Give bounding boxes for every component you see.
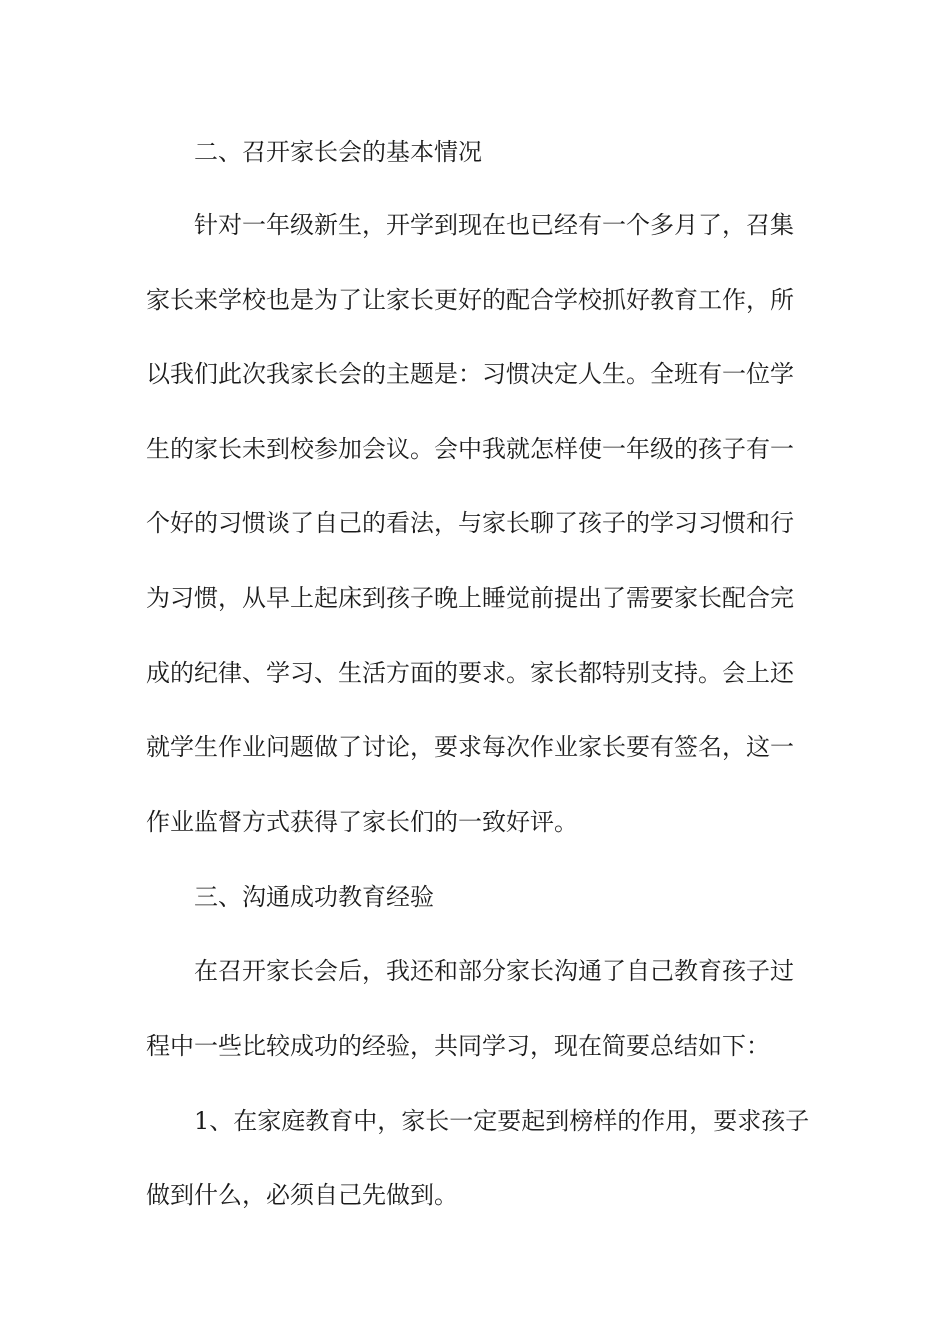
- paragraph-line: 针对一年级新生，开学到现在也已经有一个多月了，召集: [194, 211, 794, 239]
- list-item-1-continuation: 做到什么，必须自己先做到。: [146, 1181, 458, 1209]
- paragraph-line: 家长来学校也是为了让家长更好的配合学校抓好教育工作，所: [146, 286, 794, 314]
- section-heading-3: 三、沟通成功教育经验: [194, 883, 434, 911]
- paragraph-line: 以我们此次我家长会的主题是：习惯决定人生。全班有一位学: [146, 360, 794, 388]
- paragraph-line: 成的纪律、学习、生活方面的要求。家长都特别支持。会上还: [146, 659, 794, 687]
- list-item-1: 1、在家庭教育中，家长一定要起到榜样的作用，要求孩子: [194, 1107, 810, 1135]
- paragraph-line: 程中一些比较成功的经验，共同学习，现在简要总结如下：: [146, 1032, 770, 1060]
- paragraph-line: 作业监督方式获得了家长们的一致好评。: [146, 808, 578, 836]
- section-heading-2: 二、召开家长会的基本情况: [194, 138, 482, 166]
- paragraph-line: 生的家长未到校参加会议。会中我就怎样使一年级的孩子有一: [146, 435, 794, 463]
- paragraph-line: 在召开家长会后，我还和部分家长沟通了自己教育孩子过: [194, 957, 794, 985]
- paragraph-line: 个好的习惯谈了自己的看法，与家长聊了孩子的学习习惯和行: [146, 509, 794, 537]
- paragraph-line: 就学生作业问题做了讨论，要求每次作业家长要有签名，这一: [146, 733, 794, 761]
- paragraph-line: 为习惯，从早上起床到孩子晚上睡觉前提出了需要家长配合完: [146, 584, 794, 612]
